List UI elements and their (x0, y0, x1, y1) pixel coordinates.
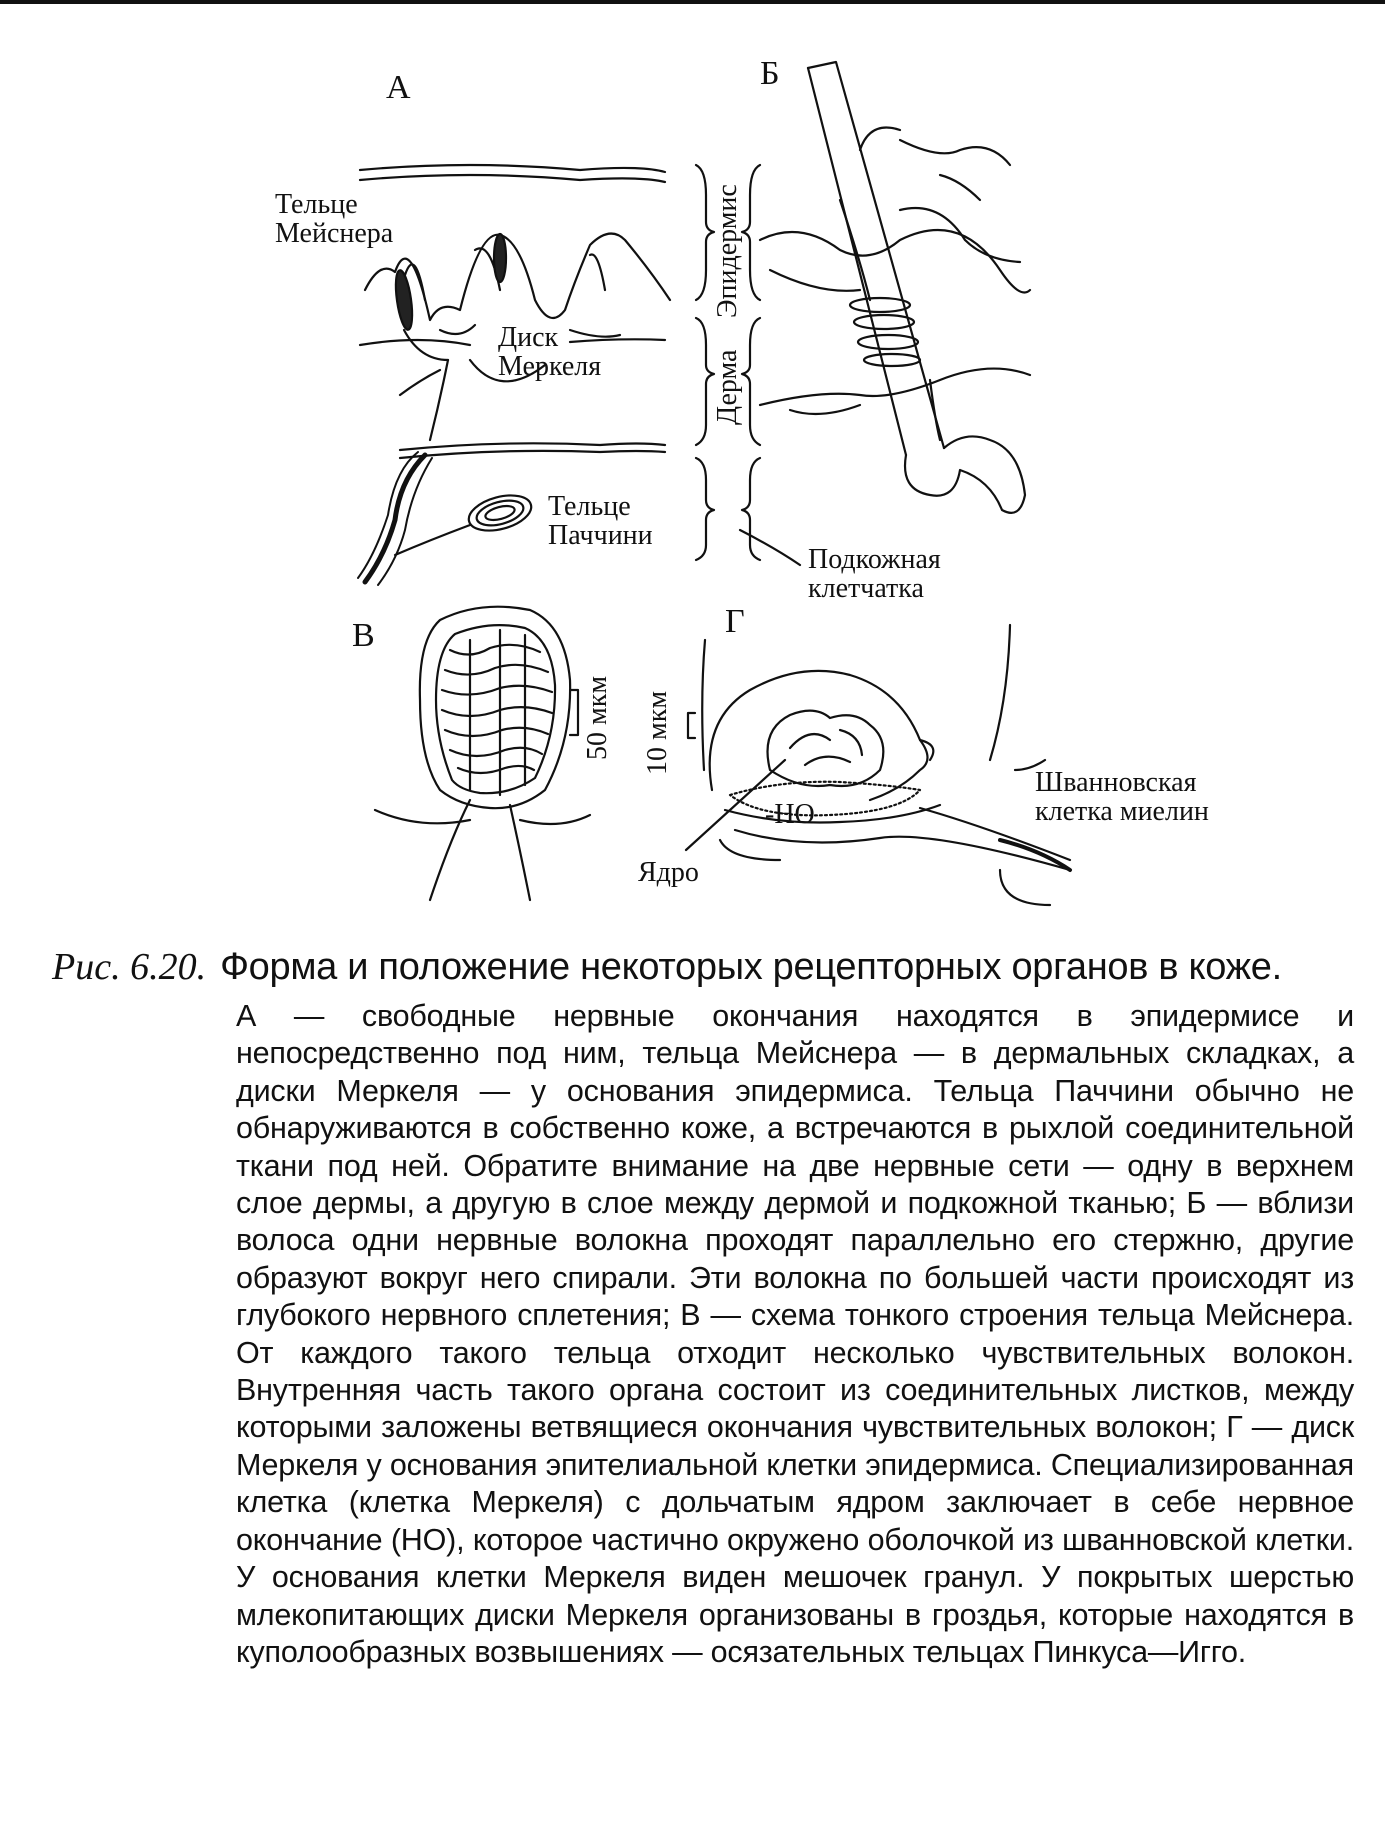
panel-a-letter: А (386, 69, 411, 106)
panel-v-drawing (375, 607, 590, 900)
panel-g-scale-label: 10 мкм (642, 690, 673, 775)
panel-b-drawing (740, 62, 1030, 565)
dermis-label: Дерма (712, 349, 743, 425)
panel-v-scale-label: 50 мкм (582, 675, 613, 760)
panel-v-letter: В (352, 617, 375, 654)
panel-b-letter: Б (760, 55, 780, 92)
figure-number: Рис. 6.20. (52, 946, 207, 988)
epidermis-label: Эпидермис (712, 184, 743, 318)
nucleus-label: Ядро (638, 857, 699, 888)
nerve-ending-label: -НО (765, 799, 815, 830)
meissner-corpuscle-label: Тельце Мейснера (275, 189, 394, 250)
pacinian-corpuscle-label: Тельце Паччини (548, 491, 653, 552)
figure-title: Форма и положение некоторых рецепторных органов в коже. (220, 946, 1282, 988)
panel-g-drawing (686, 625, 1070, 905)
panel-g-letter: Г (725, 603, 745, 640)
schwann-cell-label: Шванновская клетка миелин (1035, 767, 1209, 828)
merkel-disc-label: Диск Меркеля (498, 322, 602, 383)
figure-caption-title (52, 945, 1282, 989)
subcutaneous-tissue-label: Подкожная клетчатка (808, 544, 941, 605)
figure-caption-text: А — свободные нервные окончания находятся в эпидермисе и непосредственно под ним, тельца Мейснера — в дермальных складках, а диски Меркеля — у основания эпидермиса. Тельца Паччини обычно не обнаруживаются в собственно коже, а встречаются в рыхлой соединительной ткани под ней. Обратите внимание на две нервные сети — одну в верхнем слое дермы, а другую в слое между дермой и подкожной тканью; Б — вблизи волоса одни нервные волокна проходят параллельно его стержню, другие образуют вокруг него спирали. Эти волокна по большей части происходят из глубокого нервного сплетения; В — схема тонкого строения тельца Мейснера. От каждого такого тельца отходит несколько чувствительных волокон. Внутренняя часть такого органа состоит из соединительных листков, между которыми заложены ветвящиеся окончания чувствительных волокон; Г — диск Меркеля у основания эпителиальной клетки эпидермиса. Специализированная клетка (клетка Меркеля) с дольчатым ядром заключает в себе нервное окончание (НО), которое частично окружено оболочкой из шванновской клетки. У основания клетки Меркеля виден мешочек гранул. У покрытых шерстью млекопитающих диски Меркеля организованы в гроздья, которые находятся в куполообразных возвышениях — осязательных тельцах Пинкуса—Игго. (236, 999, 1354, 1669)
